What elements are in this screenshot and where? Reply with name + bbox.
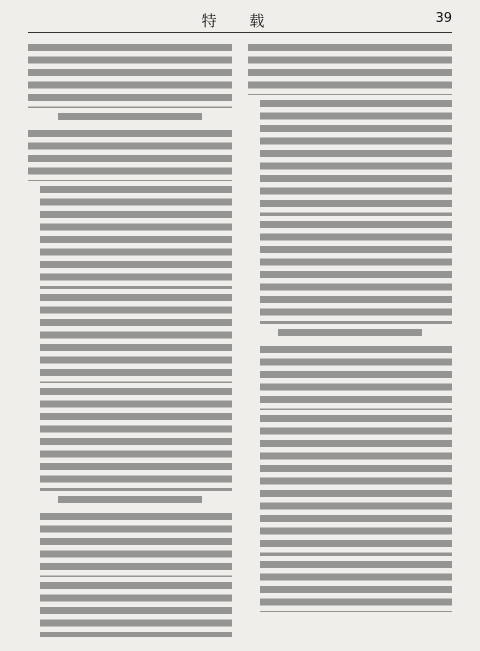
section-heading — [278, 329, 422, 341]
page-number: 39 — [435, 11, 452, 26]
paragraph — [28, 130, 232, 181]
paragraph — [248, 44, 452, 95]
paragraph — [260, 221, 452, 324]
paragraph — [40, 294, 232, 383]
running-header — [28, 6, 452, 33]
section-title: 特 载 — [201, 12, 279, 30]
paragraph — [260, 346, 452, 410]
paragraph — [40, 186, 232, 289]
paragraph — [28, 44, 232, 108]
paragraph — [260, 100, 452, 216]
paragraph — [40, 388, 232, 491]
right-column — [248, 44, 452, 637]
paragraph — [260, 561, 452, 612]
body-columns — [28, 44, 452, 637]
section-heading — [58, 496, 202, 508]
paragraph — [260, 415, 452, 556]
paragraph — [40, 513, 232, 577]
section-heading — [58, 113, 202, 125]
left-column — [28, 44, 232, 637]
paragraph — [40, 582, 232, 637]
